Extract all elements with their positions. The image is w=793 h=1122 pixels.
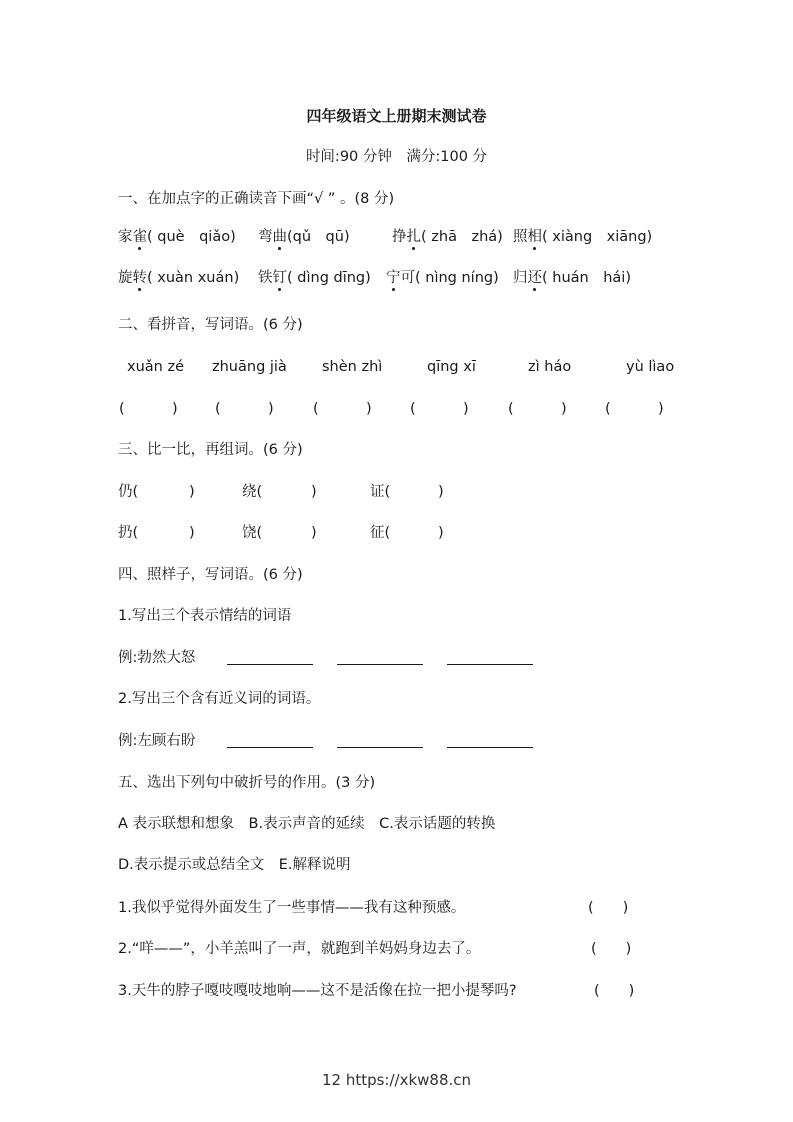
compare-item: 证( <box>370 484 391 500</box>
answer-paren-close: ) <box>463 401 469 417</box>
answer-paren-open: ( <box>313 401 319 417</box>
dotted-char: 雀 <box>132 229 147 245</box>
dotted-char: 钉 <box>272 270 287 286</box>
dotted-char: 宁 <box>386 270 401 286</box>
options-line: D.表示提示或总结全文 E.解释说明 <box>118 857 351 873</box>
compare-close: ) <box>311 484 317 500</box>
question: 1.写出三个表示情结的词语 <box>118 608 292 624</box>
pinyin: zì háo <box>528 359 572 375</box>
answer-paren-open: ( <box>119 401 125 417</box>
options-line: A 表示联想和想象 B.表示声音的延续 C.表示话题的转换 <box>118 816 496 832</box>
answer-paren: ( ) <box>591 941 632 957</box>
answer-paren-close: ) <box>268 401 274 417</box>
pinyin: qīng xī <box>427 359 476 375</box>
s1-item: 铁钉( dìng dīng) <box>258 270 371 286</box>
answer-paren-close: ) <box>658 401 664 417</box>
answer-blank <box>447 747 533 748</box>
example: 例:左顾右盼 <box>118 733 196 749</box>
exam-info: 时间:90 分钟 满分:100 分 <box>305 149 488 165</box>
page-title: 四年级语文上册期末测试卷 <box>306 107 487 125</box>
s1-item: 宁可( nìng níng) <box>386 270 499 286</box>
compare-item: 仍( <box>118 484 139 500</box>
compare-close: ) <box>311 525 317 541</box>
dotted-char: 曲 <box>272 229 287 245</box>
answer-blank <box>337 664 423 665</box>
answer-paren: ( ) <box>594 983 635 999</box>
s1-item: 家雀( què qiǎo) <box>118 229 236 245</box>
answer-blank <box>337 747 423 748</box>
example: 例:勃然大怒 <box>118 650 196 666</box>
compare-item: 绕( <box>242 484 263 500</box>
pinyin: zhuāng jià <box>212 359 287 375</box>
s1-item: 挣扎( zhā zhá) <box>392 229 503 245</box>
question: 3.天牛的脖子嘎吱嘎吱地响——这不是活像在拉一把小提琴吗? <box>118 983 517 999</box>
answer-blank <box>227 664 313 665</box>
pinyin: yù lìao <box>626 359 675 375</box>
compare-close: ) <box>438 484 444 500</box>
answer-paren-open: ( <box>605 401 611 417</box>
s1-item: 归还( huán hái) <box>513 270 631 286</box>
compare-item: 征( <box>370 525 391 541</box>
section-2-heading: 二、看拼音，写词语。(6 分) <box>118 317 303 333</box>
pinyin: xuǎn zé <box>127 359 184 375</box>
compare-item: 扔( <box>118 525 139 541</box>
question: 1.我似乎觉得外面发生了一些事情——我有这种预感。 <box>118 900 466 916</box>
question: 2.“咩——”，小羊羔叫了一声，就跑到羊妈妈身边去了。 <box>118 941 481 957</box>
s1-item: 照相( xiàng xiāng) <box>513 229 653 245</box>
answer-paren-open: ( <box>410 401 416 417</box>
section-1-heading: 一、在加点字的正确读音下画“√ ” 。(8 分) <box>118 191 395 207</box>
answer-paren-close: ) <box>172 401 178 417</box>
answer-blank <box>227 747 313 748</box>
dotted-char: 转 <box>132 270 147 286</box>
answer-paren: ( ) <box>588 900 629 916</box>
answer-paren-open: ( <box>215 401 221 417</box>
dotted-char: 相 <box>527 229 542 245</box>
compare-close: ) <box>189 525 195 541</box>
page-footer: 12 https://xkw88.cn <box>321 1071 472 1089</box>
dotted-char: 还 <box>527 270 542 286</box>
answer-blank <box>447 664 533 665</box>
s1-item: 弯曲(qǔ qū) <box>258 229 350 245</box>
section-3-heading: 三、比一比，再组词。(6 分) <box>118 442 303 458</box>
section-5-heading: 五、选出下列句中破折号的作用。(3 分) <box>118 775 376 791</box>
pinyin: shèn zhì <box>322 359 383 375</box>
question: 2.写出三个含有近义词的词语。 <box>118 691 321 707</box>
section-4-heading: 四、照样子，写词语。(6 分) <box>118 567 303 583</box>
compare-close: ) <box>438 525 444 541</box>
answer-paren-open: ( <box>508 401 514 417</box>
answer-paren-close: ) <box>561 401 567 417</box>
s1-item: 旋转( xuàn xuán) <box>118 270 240 286</box>
compare-item: 饶( <box>242 525 263 541</box>
answer-paren-close: ) <box>366 401 372 417</box>
dotted-char: 扎 <box>406 229 421 245</box>
compare-close: ) <box>189 484 195 500</box>
